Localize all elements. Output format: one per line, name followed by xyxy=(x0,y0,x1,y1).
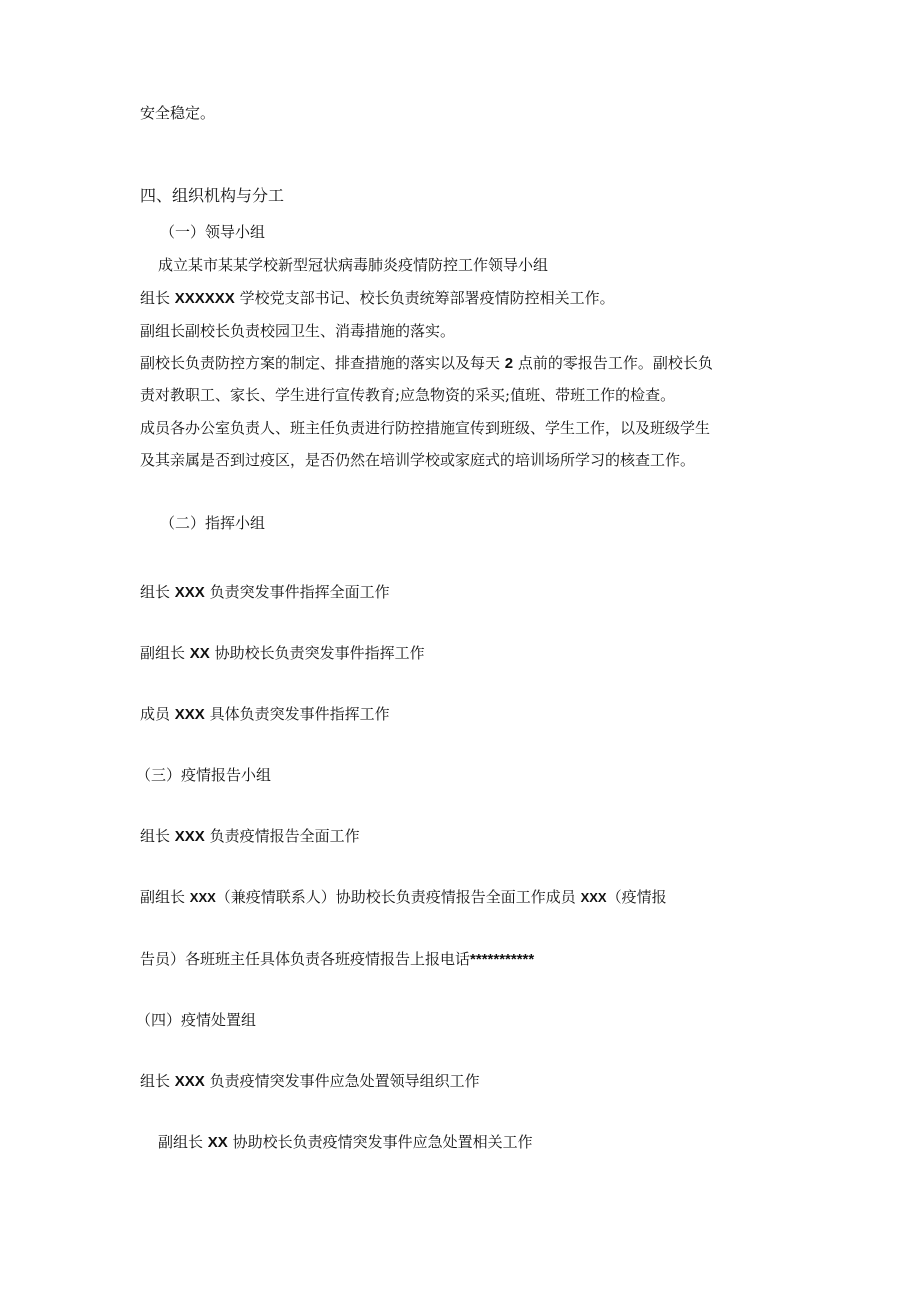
text-line: 安全稳定。 xyxy=(140,104,216,122)
text-line: 及其亲属是否到过疫区，是否仍然在培训学校或家庭式的培训场所学习的核查工作。 xyxy=(140,451,696,469)
text-line: 副校长负责防控方案的制定、排查措施的落实以及每天 2 点前的零报告工作。副校长负 xyxy=(140,354,713,372)
text-line: 副组长 XX 协助校长负责突发事件指挥工作 xyxy=(140,644,425,662)
text-line: 成立某市某某学校新型冠状病毒肺炎疫情防控工作领导小组 xyxy=(158,256,549,274)
section-heading: 四、组织机构与分工 xyxy=(140,186,285,205)
text-line: 责对教职工、家长、学生进行宣传教育;应急物资的采买;值班、带班工作的检查。 xyxy=(140,386,676,404)
text-line: 副组长 XX 协助校长负责疫情突发事件应急处置相关工作 xyxy=(158,1133,533,1151)
text-line: 成员 XXX 具体负责突发事件指挥工作 xyxy=(140,705,390,723)
text-line: 组长 XXX 负责突发事件指挥全面工作 xyxy=(140,583,390,601)
text-line: 组长 XXXXXX 学校党支部书记、校长负责统筹部署疫情防控相关工作。 xyxy=(140,289,615,307)
text-line: 副组长副校长负责校园卫生、消毒措施的落实。 xyxy=(140,322,456,340)
text-line: 组长 XXX 负责疫情报告全面工作 xyxy=(140,827,360,845)
subsection-heading: （四）疫情处置组 xyxy=(136,1011,257,1029)
text-line: 副组长 XXX（兼疫情联系人）协助校长负责疫情报告全面工作成员 XXX（疫情报 xyxy=(140,888,667,906)
subsection-heading: （三）疫情报告小组 xyxy=(136,766,272,784)
subsection-heading: （一）领导小组 xyxy=(160,223,266,241)
subsection-heading: （二）指挥小组 xyxy=(160,514,266,532)
text-line: 告员）各班班主任具体负责各班疫情报告上报电话*********** xyxy=(140,950,535,968)
text-line: 组长 XXX 负责疫情突发事件应急处置领导组织工作 xyxy=(140,1072,480,1090)
text-line: 成员各办公室负责人、班主任负责进行防控措施宣传到班级、学生工作，以及班级学生 xyxy=(140,419,711,437)
